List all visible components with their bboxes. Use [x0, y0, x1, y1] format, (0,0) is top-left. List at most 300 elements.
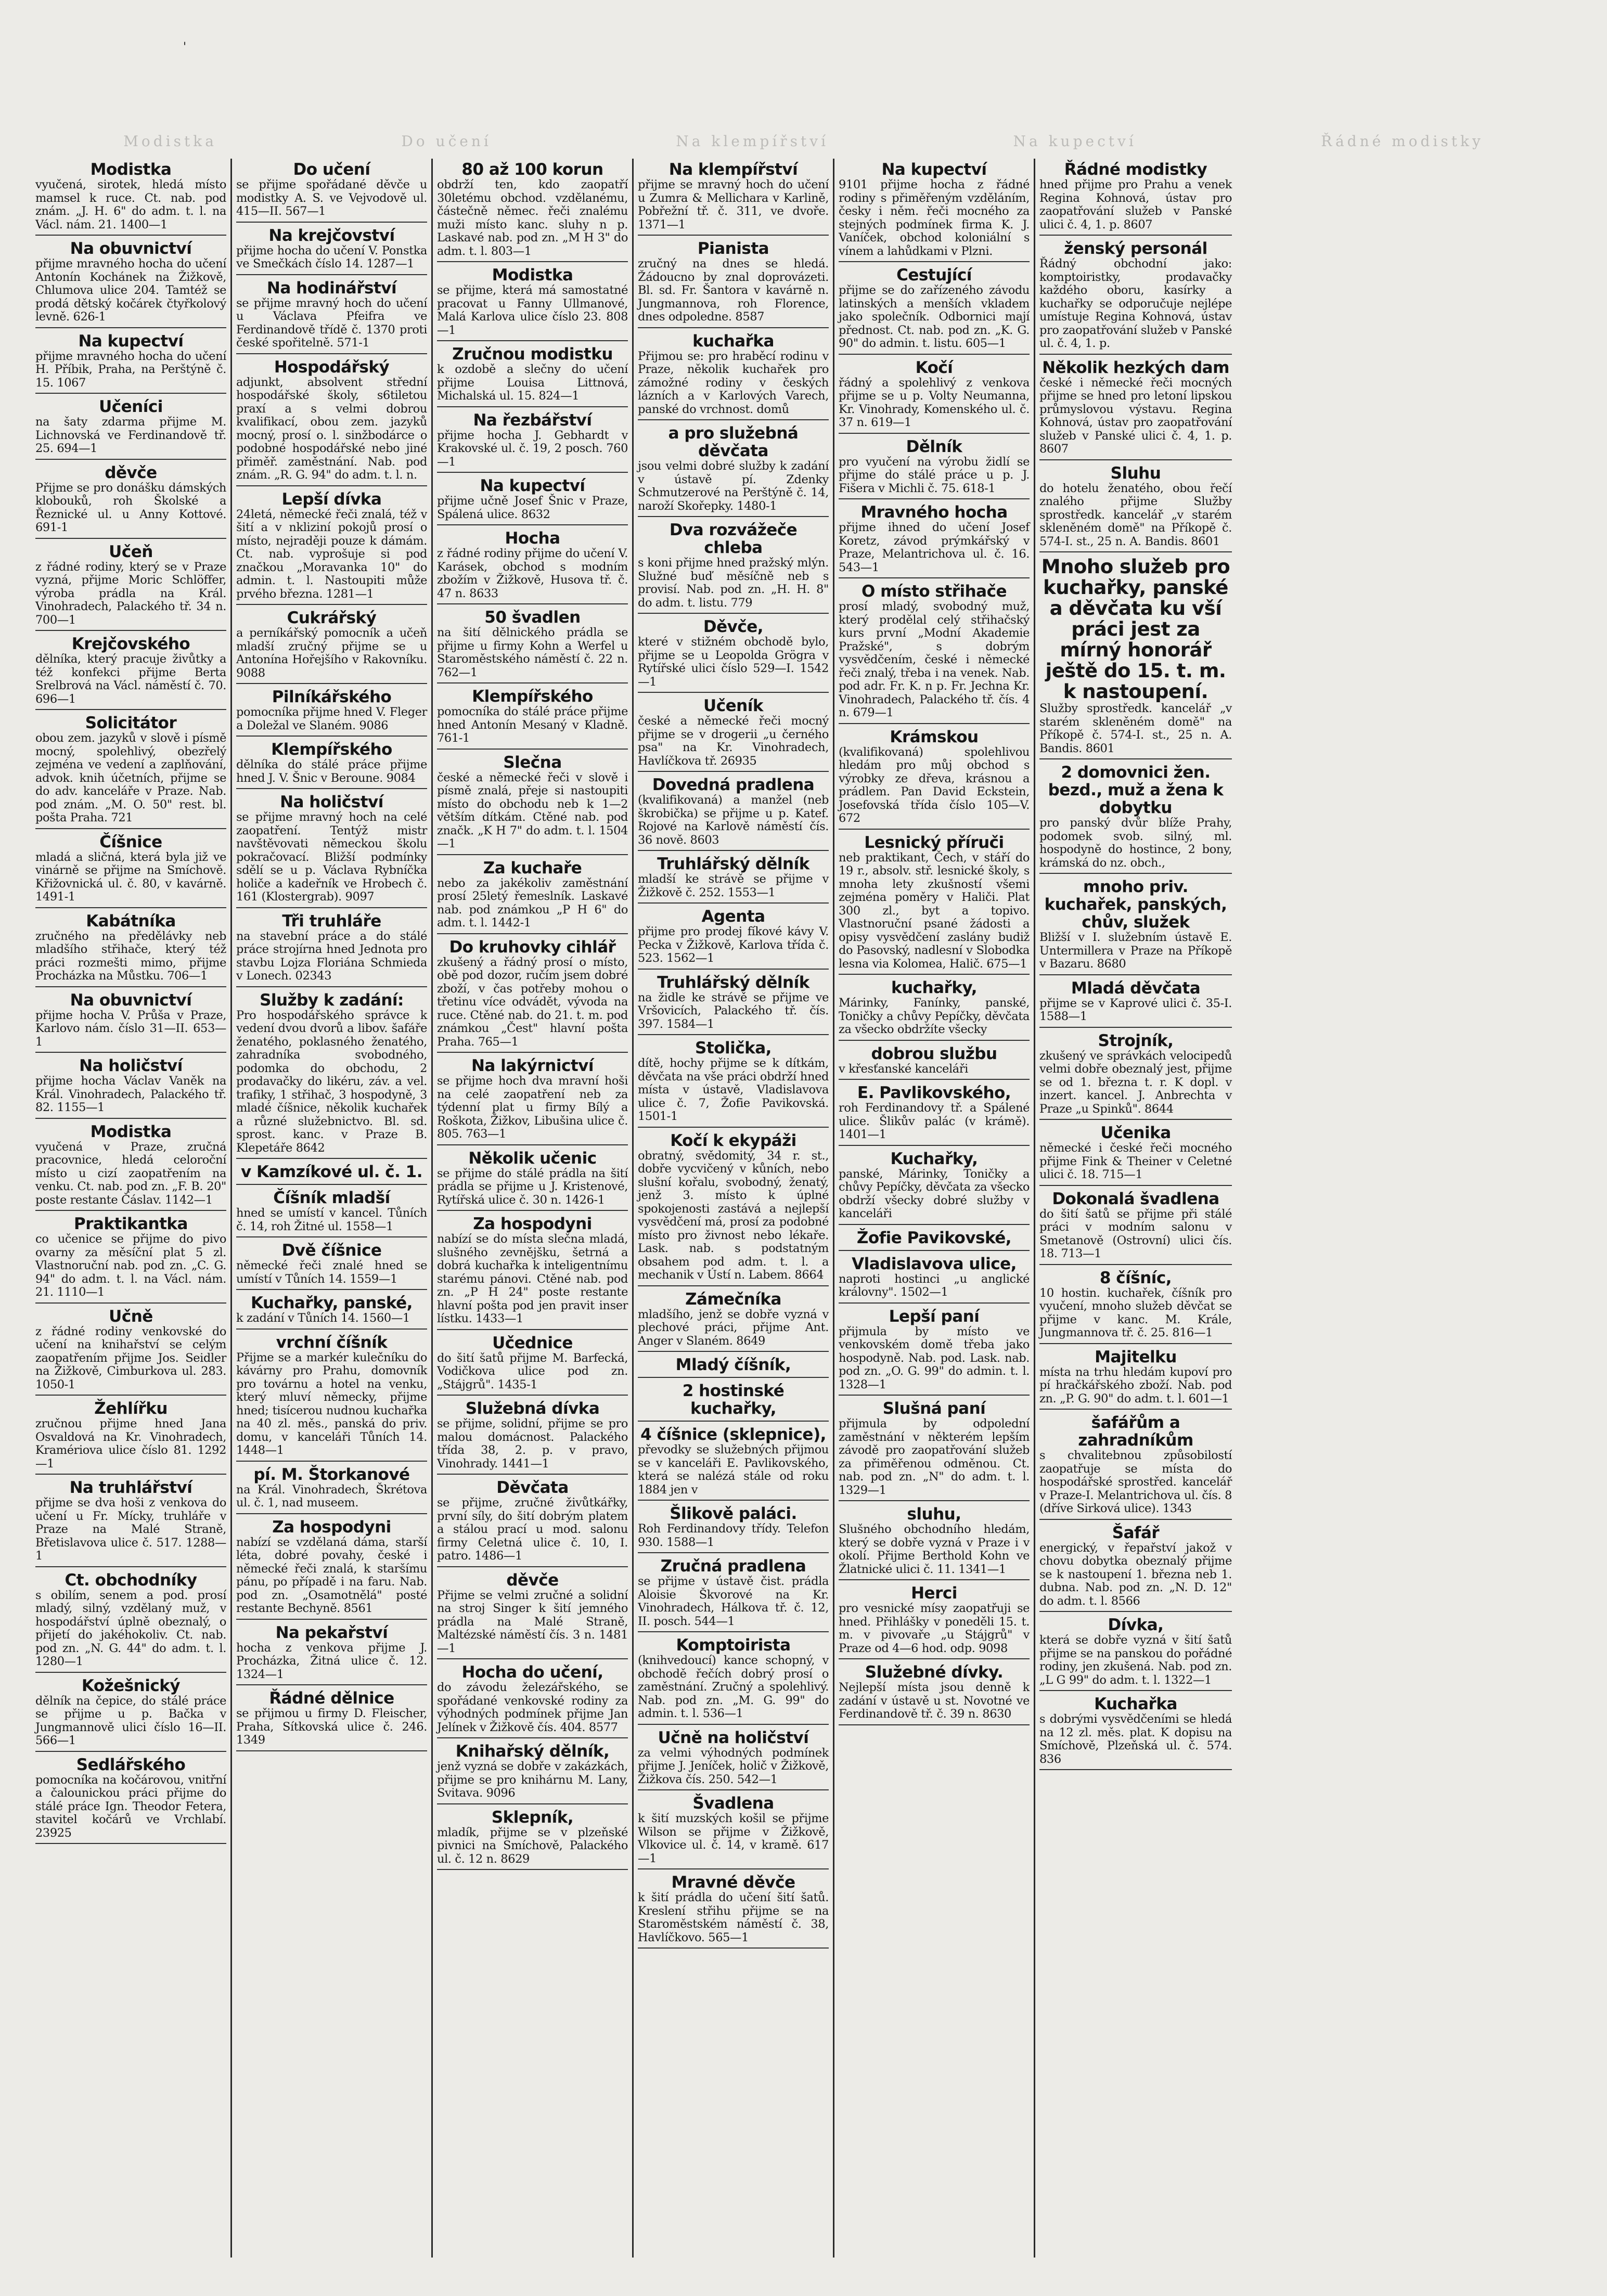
ad-heading: Dvě číšnice: [281, 1241, 382, 1260]
classified-ad: [236, 159, 427, 223]
classified-ad: [638, 330, 829, 421]
ad-text: na šaty zdarma přijme M. Lichnovská ve Ferdinandově tř. 25. 694—1: [35, 415, 226, 455]
ad-heading: O místo střihače: [861, 582, 1007, 601]
classified-ad: [839, 357, 1030, 434]
ad-heading: Žofie Pavikovské,: [856, 1228, 1012, 1247]
classified-ad: [236, 1161, 427, 1185]
ad-text: Bližší v I. služebním ústavě E. Untermillera v Praze na Příkopě v Bazaru. 8680: [1039, 931, 1232, 971]
ad-heading: Ct. obchodníky: [65, 1570, 197, 1590]
classified-ad: [839, 1148, 1030, 1225]
classified-ad: [839, 1661, 1030, 1725]
classified-ad: [839, 436, 1030, 500]
ad-text: pro vyučení na výrobu židlí se přijme do stálé práce u p. J. Fišera v Michli č. 75. 618-1: [839, 455, 1030, 495]
classified-ad: [839, 1503, 1030, 1580]
ad-text: mladší ke strávě se přijme v Žižkově č. 252. 1553—1: [638, 872, 829, 899]
ad-heading: Do učení: [293, 160, 370, 179]
classified-ad: [35, 238, 226, 328]
ad-text: přijme hocha do učení V. Ponstka ve Smečkách číslo 14. 1287—1: [236, 243, 427, 270]
ad-text: adjunkt, absolvent střední hospodářské školy, s6tiletou praxí a s velmi dobrou kvalifikací, obou zem. jazyků mocný, prosí o. l. sinžbodárce o podobné hospodářské nebo jiné přiměř. zaměstnání. Nab. pod znám. „R. G. 94" do adm. t. l. n.: [236, 375, 427, 482]
classified-ad: [638, 1288, 829, 1352]
ad-heading: Na hodinářství: [266, 278, 397, 298]
ad-heading: Zručná pradlena: [660, 1557, 806, 1576]
ad-text: Služby sprostředk. kancelář „v starém skleněném domě" na Příkopě č. 574-I. st., 25 n. A. Bandis. 8601: [1039, 702, 1232, 755]
ad-heading: Na holičství: [79, 1056, 183, 1075]
ad-text: s dobrými vysvědčeními se hledá na 12 zl. měs. plat. K dopisu na Smíchově, Plzeňská ul. č. 574. 836: [1039, 1712, 1232, 1766]
ad-heading: 50 švadlen: [484, 608, 581, 627]
classified-ad: [839, 501, 1030, 578]
classified-ad: [236, 1187, 427, 1237]
classified-ad: [236, 739, 427, 789]
ad-heading: 8 číšníc,: [1099, 1268, 1172, 1287]
ad-text: do šití šatů přijme M. Barfecká, Vodičkova ulice pod zn. „Stájgrů". 1435-1: [437, 1351, 628, 1391]
classified-ad: [839, 1227, 1030, 1251]
ad-text: obou zem. jazyků v slově i písmě mocný, spolehlivý, obezřelý zejména ve vedení a zaplňování, advok. knih účetních, přijme se do adv. kanceláře v Praze. Nab. pod znám. „M. O. 50" rest. bl. pošta Praha. 721: [35, 731, 226, 824]
ad-heading: E. Pavlikovského,: [857, 1083, 1011, 1102]
ad-text: do hotelu ženatého, obou řečí znalého přijme Služby sprostředk. kancelář „v starém skleněném domě" na Příkopě č. 574-I. st., 25 n. A. Bandis. 8601: [1039, 481, 1232, 548]
ad-heading: Modistka: [90, 160, 172, 179]
classified-ad: [437, 752, 628, 855]
ad-text: zručnou přijme hned Jana Osvaldová na Kr. Vinohradech, Kramériova ulice číslo 81. 1292—1: [35, 1417, 226, 1471]
ad-text: zručný na dnes se hledá. Žádoucno by znal doprovázeti. Bl. sd. Fr. Šantora v kavárně n. Jungmannova, roh Florence, dnes odpoledne. 8587: [638, 257, 829, 324]
ad-text: přijme ihned do učení Josef Koretz, závod prýmkářský v Praze, Melantrichova ul. č. 16. 543—1: [839, 521, 1030, 574]
ad-text: hocha z venkova přijme J. Procházka, Žitná ulice č. 12. 1324—1: [236, 1641, 427, 1681]
ad-heading: Dovedná pradlena: [652, 776, 815, 794]
classified-ad: [236, 910, 427, 987]
ad-heading: pí. M. Štorkanové: [253, 1465, 410, 1484]
ad-text: mladá a sličná, která byla již ve vinárně se přijme na Smíchově. Křižovnická ul. č. 80, v kavárně. 1491-1: [35, 850, 226, 904]
classified-ad: [638, 906, 829, 970]
classified-ad: [35, 831, 226, 908]
ad-text: Pro hospodářského správce k vedení dvou dvorů a libov. šafáře ženatého, poklasného ženatého, zahradníka svobodného, podomka do obchodu, 2 prodavačky do likéru, záv. a vel. trafiky, 1 střihač, 3 hospodyně, 3 mladé číšnice, několik kuchařek a různé služebnictvo. Bl. sd. sprost. kanc. v Praze B. Klepetáře 8642: [236, 1008, 427, 1155]
ad-heading: Číšník mladší: [273, 1189, 390, 1207]
classified-ad: [437, 1332, 628, 1396]
ad-text: s chvalitebnou způsobilostí zaopatřuje se místa do hospodářské sprostřed. kancelář v Praze-I. Melantrichova ul. čís. 8 (dříve Sirková ulice). 1343: [1039, 1449, 1232, 1515]
classified-ad: [437, 343, 628, 407]
ad-heading: Mnoho služeb pro kuchařky, panské a děvčata ku vší práci jest za mírný honorář ještě do 15. t. m. k nastoupení.: [1041, 556, 1230, 703]
ad-text: k šití muzských košil se přijme Wilson se přijme v Žižkově, Vlkovice ul. č. 14, v kramě. 617—1: [638, 1812, 829, 1865]
classified-ad: [236, 1516, 427, 1620]
classified-ad: [1039, 1346, 1232, 1410]
classified-ad: [839, 1582, 1030, 1659]
classified-ad: [236, 1464, 427, 1514]
classified-ad: [638, 422, 829, 517]
ad-heading: Šlikově paláci.: [670, 1504, 797, 1523]
ad-heading: dobrou službu: [871, 1044, 997, 1063]
ad-text: (knihvedoucí) kance schopný, v obchodě řečích dobrý prosí o zaměstnání. Zručný a spolehlivý. Nab. pod zn. „M. G. 99" do admin. t. l. 536—1: [638, 1654, 829, 1720]
ad-text: Roh Ferdinandovy třídy. Telefon 930. 1588—1: [638, 1522, 829, 1549]
ad-text: jsou velmi dobré služby k zadání v ústavě pí. Zdenky Schmutzerové na Perštýně č. 14, naroží Skořepky. 1480-1: [638, 459, 829, 513]
ad-heading: Na obuvnictví: [70, 239, 192, 258]
header-word: Do učení: [401, 133, 492, 150]
ad-text: se přijme spořádané děvče u modistky A. S. ve Vejvodově ul. 415—II. 567—1: [236, 178, 427, 218]
ad-text: Přijme se a markér kulečníku do kávárny pro Prahu, domovník pro továrnu a hotel na venku, který mluví německy, přijme hned; tisícerou nudnou kuchařka na 40 zl. měs., panská do priv. domu, v kanceláři Tůních 14. 1448—1: [236, 1350, 427, 1457]
ad-text: pro panský dvůr blíže Prahy, podomek svob. silný, ml. hospodyně do hostince, 2 bony, krámská do nz. obch.,: [1039, 816, 1232, 870]
classified-ad: [236, 488, 427, 605]
ad-heading: Na kupectví: [78, 331, 184, 351]
classified-ad: [35, 910, 226, 987]
ad-heading: děvče: [105, 463, 157, 482]
ad-heading: Děvče,: [703, 617, 764, 636]
classified-ad: [35, 1306, 226, 1396]
ad-text: přijmula by odpolední zaměstnání v některém lepším závodě pro zaopatřování služeb za přiměřenou odměnou. Ct. nab. pod zn. „N" do adm. t. l. 1329—1: [839, 1417, 1030, 1497]
ad-text: přijme učně Josef Šnic v Praze, Spálená ulice. 8632: [437, 494, 628, 521]
classified-ad: [437, 686, 628, 750]
classified-ad: [1039, 554, 1232, 759]
ad-heading: Stolička,: [695, 1039, 772, 1057]
ad-heading: Šafář: [1112, 1523, 1160, 1542]
ad-heading: 80 až 100 korun: [461, 160, 603, 179]
ad-text: se přijme mravný hoch do učení u Václava Pfeifra ve Ferdinandově třídě č. 1370 proti české spořitelně. 571-1: [236, 296, 427, 350]
ad-heading: Učednice: [492, 1333, 573, 1352]
ad-heading: Na pekařství: [275, 1623, 388, 1642]
ad-text: z řádné rodiny přijme do učení V. Karásek, obchod s modním zbožím v Žižkově, Husova tř. č. 47 n. 8633: [437, 547, 628, 600]
ad-text: přijme se v Kaprové ulici č. 35-I. 1588—1: [1039, 996, 1232, 1023]
ad-text: se přijme, zručné živůtkářky, první síly, do šití dobrým platem a stálou prací u mod. salonu firmy Celetná ulice č. 10, I. patro. 1486—1: [437, 1496, 628, 1563]
classified-ad: [437, 409, 628, 473]
ad-heading: Na lakýrnictví: [471, 1056, 594, 1075]
classified-ad: [839, 264, 1030, 355]
ad-heading: Praktikantka: [74, 1215, 188, 1233]
classified-ad: [638, 1130, 829, 1286]
ad-heading: děvče: [506, 1570, 559, 1590]
ad-text: se přijme mravný hoch na celé zaopatření. Tentýž mistr navštěvovati německou školu pokračovací. Bližší podmínky sdělí se u p. Václava Rybníčka holiče a kadeřník ve Hrobech č. 161 (Klostergrab). 9097: [236, 810, 427, 904]
ad-text: Márinky, Fanínky, panské, Toničky a chůvy Pepíčky, děvčata za všecko obdržíte všecky: [839, 996, 1030, 1036]
classified-ad: [1039, 1614, 1232, 1691]
ad-heading: Sedlářského: [76, 1755, 186, 1774]
ad-text: Nejlepší místa jsou denně k zadání v ústavě u st. Novotné ve Ferdinandově tř. č. 39 n. 8630: [839, 1681, 1030, 1721]
ad-text: (kvalifikovaná) spolehlivou hledám pro můj obchod s výrobky ze dřeva, krásnou a prádlem. Pan David Eckstein, Josefovská třída číslo 105—V. 672: [839, 745, 1030, 825]
classified-ad: [839, 159, 1030, 262]
classified-ad: [437, 1661, 628, 1738]
ad-heading: Sluhu: [1110, 463, 1161, 483]
ad-heading: Do kruhovky cihlář: [449, 937, 616, 957]
ad-heading: Kožešnický: [81, 1676, 181, 1695]
column-3: [433, 159, 634, 2258]
ad-text: co učenice se přijme do pivo ovarny za měsíční plat 5 zl. Vlastnoruční nab. pod zn. „C. G. 94" do adm. t. l. na Václ. nám. 21. 1110—1: [35, 1232, 226, 1299]
ad-heading: a pro služebná děvčata: [668, 424, 799, 460]
ad-heading: Děvčata: [496, 1478, 569, 1497]
ad-text: zkušený ve správkách velocipedů velmi dobře obeznalý jest, přijme se od 1. března t. r. K dopl. v inzert. kancel. J. Anbrechta v Praze „u Spinků". 8644: [1039, 1049, 1232, 1116]
classified-ad: [35, 541, 226, 631]
ad-text: přijme pro prodej fíkové kávy V. Pecka v Žižkově, Karlova třída č. 523. 1562—1: [638, 925, 829, 965]
ad-heading: Na klempířství: [668, 160, 798, 179]
ad-heading: Truhlářský dělník: [657, 973, 809, 992]
header-word: Řádné modistky: [1321, 133, 1484, 150]
ad-heading: Učeň: [109, 542, 153, 561]
ad-text: Řádný obchodní jako: komptoiristky, prodavačky každého oboru, kasírky a kuchařky se odporučuje nejlépe umístuje Regina Kohnová, ústav pro zaopatřování služeb v Panské ul. č. 4, 1. p.: [1039, 257, 1232, 350]
ad-heading: Žehlířku: [94, 1399, 168, 1418]
classified-ad: [35, 1121, 226, 1211]
ad-heading: šafářům a zahradníkům: [1078, 1413, 1193, 1450]
ad-heading: Kočí: [915, 358, 953, 377]
classified-ad: [236, 277, 427, 354]
ad-text: obratný, svědomitý, 34 r. st., dobře vycvičený v kůních, nebo slušní kořalu, svobodný, ženatý, jenž 3. místo k úplné spokojenosti zastává a nejlepší vysvědčení má, prosí za podobné místo pro živnost nebo lékaře. Lask. nab. s podstatným obsahem pod adm. t. l. a mechanik v Ústí n. Labem. 8664: [638, 1149, 829, 1282]
ad-heading: Na holičství: [280, 793, 383, 811]
classified-ad: [839, 1043, 1030, 1080]
ad-text: na Král. Vinohradech, Škrétova ul. č. 1, nad museem.: [236, 1482, 427, 1510]
ad-text: naproti hostinci „u anglické královny". 1502—1: [839, 1272, 1030, 1299]
classified-ad: [35, 1398, 226, 1475]
ad-heading: Hospodářský: [274, 357, 390, 377]
classified-ad: [638, 695, 829, 772]
ad-heading: ženský personál: [1064, 239, 1207, 258]
ad-text: zkušený a řádný prosí o místo, obě pod dozor, ručím jsem dobré zboží, v čas potřeby mohou o třetinu více odvádět, vývoda na ruce. Ctěné nab. do 21. t. m. pod známkou „Čest" hlavní pošta Praha. 765—1: [437, 955, 628, 1049]
ad-heading: 2 hostinské kuchařky,: [682, 1382, 785, 1418]
ad-text: se přijme, solidní, přijme se pro malou domácnost. Palackého třída 38, 2. p. v pravo, Vinohrady. 1441—1: [437, 1417, 628, 1471]
classified-ad: [839, 977, 1030, 1041]
ad-text: jenž vyzná se dobře v zakázkách, přijme se pro knihárnu M. Lany, Svitava. 9096: [437, 1760, 628, 1800]
classified-ad: [437, 607, 628, 683]
classified-ad: [35, 1055, 226, 1119]
ad-heading: Na řezbářství: [473, 410, 592, 430]
column-4: [634, 159, 834, 2258]
ad-text: hned přijme pro Prahu a venek Regina Kohnová, ústav pro zaopatřování služeb v Panské ulici č. 4, 1. p. 8607: [1039, 178, 1232, 231]
classified-ad: [437, 159, 628, 262]
classified-ad: [638, 1727, 829, 1791]
ad-text: přijme mravného hocha do učení H. Příbik, Praha, na Perštýně č. 15. 1067: [35, 349, 226, 390]
ad-heading: Mravné děvče: [671, 1873, 795, 1892]
ad-text: a perníkářský pomocník a učeň mladší zručný přijme se u Antonína Hořejšího v Rakovníku. 9088: [236, 626, 427, 680]
ad-text: vyučená, sirotek, hledá místo mamsel k ruce. Ct. nab. pod znám. „J. H. 6" do adm. t. l. na Václ. nám. 21. 1400—1: [35, 178, 226, 231]
ad-text: dítě, hochy přijme se k dítkám, děvčata na vše práci obdrží hned místa v ústavě, Vladislavova ulice č. 7, Žofie Pavikovská. 1501-1: [638, 1056, 829, 1123]
classified-ad: [35, 396, 226, 460]
classified-ad: [437, 527, 628, 604]
ad-heading: Mravného hocha: [860, 503, 1008, 522]
classified-ad: [437, 475, 628, 525]
ad-text: převodky se služebných přijmou se v kanceláři E. Pavlikovského, která se nalézá stále od roku 1884 jen v: [638, 1443, 829, 1497]
ad-heading: Pilníkářského: [272, 688, 392, 706]
ad-text: nabízí se vzdělaná dáma, starší léta, dobré povahy, české i německé řeči znalá, k staršímu pánu, po případě i na faru. Nab. pod zn. „Osamotnělá" posté restante Bechyně. 8561: [236, 1535, 427, 1615]
classified-ad: [638, 1555, 829, 1632]
ad-heading: Na kupectví: [881, 160, 987, 179]
ad-heading: Sklepník,: [491, 1808, 574, 1827]
ad-heading: Kuchařky, panské,: [251, 1294, 413, 1312]
classified-ad: [35, 1477, 226, 1567]
classified-ad: [437, 1055, 628, 1145]
ad-heading: Krejčovského: [71, 635, 190, 653]
ad-text: přijme mravného hocha do učení Antonín Kochánek na Žižkově, Chlumova ulice 204. Tamtéž se prodá dětský kočárek čtyřkolový levně. 626-1: [35, 257, 226, 324]
ad-heading: Vladislavova ulice,: [852, 1254, 1017, 1273]
ad-text: z řádné rodiny, který se v Praze vyzná, přijme Moric Schlöffer, výroba prádla na Král. Vinohradech, Palackého tř. 34 n. 700—1: [35, 560, 226, 627]
ad-text: pomocníka přijme hned V. Fleger a Doležal ve Slaném. 9086: [236, 705, 427, 732]
classified-ad: [35, 462, 226, 539]
ad-text: pomocníka do stálé práce přijme hned Antonín Mesaný v Kladně. 761-1: [437, 705, 628, 745]
ad-text: české a německé řeči v slově i písmě znalá, přeje si nastoupiti místo do obchodu neb k 1—2 větším dítkám. Ctěné nab. pod značk. „K H 7" do adm. t. l. 1504—1: [437, 770, 628, 850]
ad-heading: vrchní číšník: [276, 1333, 388, 1352]
ad-text: vyučená v Praze, zručná pracovnice, hledá celoroční místo u cizí zaopatřením na venku. Ct. nab. pod zn. „F. B. 20" poste restante Čáslav. 1142—1: [35, 1140, 226, 1207]
ad-text: v křesťanské kanceláři: [839, 1062, 968, 1076]
classified-ad: [236, 356, 427, 486]
ad-text: přijme hocha V. Průša v Praze, Karlovo nám. číslo 31—II. 653—1: [35, 1008, 226, 1049]
classified-ad: [638, 519, 829, 614]
classified-ad: [236, 607, 427, 684]
ad-text: Přijmou se: pro hraběcí rodinu v Praze, několik kuchařek pro zámožné rodiny v českých lázních a v Karlových Varech, panské do vrchnost. domů: [638, 349, 829, 416]
ad-heading: Na kupectví: [480, 476, 585, 495]
ad-heading: Dva rozvážeče chleba: [669, 521, 798, 557]
classified-ad: [1039, 876, 1232, 975]
ad-heading: Učeníci: [99, 397, 163, 416]
classified-ad: [638, 1354, 829, 1378]
ad-text: místa na trhu hledám kupoví pro pí hračkářského zboží. Nab. pod zn. „P. G. 90" do adm. t. l. 601—1: [1039, 1365, 1232, 1405]
ad-text: řádný a spolehlivý z venkova přijme se u p. Volty Neumanna, Kr. Vinohrady, Komenského ul. č. 37 n. 619—1: [839, 376, 1030, 429]
classified-ad: [638, 1380, 829, 1422]
column-5: [834, 159, 1035, 2258]
ad-heading: Herci: [911, 1584, 957, 1603]
classified-columns: [31, 159, 1582, 2258]
ad-text: mladík, přijme se v plzeňské pivnici na Smíchově, Palackého ul. č. 12 n. 8629: [437, 1825, 628, 1866]
ad-text: obdrží ten, kdo zaopatří 30letému obchod. vzdělanému, částečně němec. řeči znalému muži místo kanc. sluhy n p. Laskavé nab. pod zn. „M H 3" do adm. t. l. 803—1: [437, 178, 628, 258]
classified-ad: [437, 1569, 628, 1660]
ad-heading: Služebná dívka: [465, 1399, 600, 1418]
ad-heading: Učně: [109, 1307, 153, 1326]
classified-ad: [1039, 1122, 1232, 1186]
ad-heading: Na obuvnictví: [70, 990, 192, 1010]
classified-ad: [236, 225, 427, 275]
ad-heading: Majitelku: [1095, 1347, 1177, 1366]
ad-text: s koni přijme hned pražský mlýn. Služné buď měsíčně neb s provisí. Nab. pod zn. „H. H. 8" do adm. t. listu. 779: [638, 556, 829, 610]
classified-ad: [638, 1872, 829, 1949]
ad-heading: Za kuchaře: [483, 858, 582, 878]
ad-heading: Číšnice: [99, 832, 162, 852]
ad-heading: Modistka: [492, 266, 573, 285]
ad-heading: Lepší paní: [889, 1307, 980, 1326]
ad-text: se přijme hoch dva mravní hoši na celé zaopatření neb za týdenní plat u firmy Bílý a Roškota, Žižkov, Libušina ulice č. 805. 763—1: [437, 1074, 628, 1141]
ad-text: roh Ferdinandovy tř. a Spálené ulice. Šlikův palác (v krámě). 1401—1: [839, 1101, 1030, 1141]
ad-text: 24letá, německé řeči znalá, též v šití a v nkliziní pokojů prosí o místo, nejraději pouze k dámám. Ct. nab. vyprošuje si pod značkou „Moravanka 10" do admin. t. l. Nastoupiti může prvého března. 1281—1: [236, 507, 427, 601]
classified-ad: [437, 936, 628, 1053]
ad-text: přijme hocha Václav Vaněk na Král. Vinohradech, Palackého tř. 82. 1155—1: [35, 1074, 226, 1114]
ad-text: k šití prádla do učení šití šatů. Kreslení střihu přijme se na Staroměstském náměstí č. 38, Havlíčkovo. 565—1: [638, 1891, 829, 1944]
classified-ad: [839, 1306, 1030, 1396]
ad-text: přijmula by místo ve venkovském domě třeba jako hospodyně. Nab. pod. Lask. nab. pod zn. „O. G. 99" do admin. t. l. 1328—1: [839, 1324, 1030, 1391]
classified-ad: [1039, 1693, 1232, 1770]
ad-heading: Modistka: [90, 1122, 172, 1141]
classified-ad: [1039, 462, 1232, 553]
classified-ad: [638, 238, 829, 328]
ad-text: dělníka, který pracuje živůtky a též konfekci přijme Berta Srelbrová na Václ. náměstí č. 70. 696—1: [35, 652, 226, 706]
classified-ad: [1039, 159, 1232, 236]
ad-heading: Komptoiristа: [676, 1636, 791, 1655]
classified-ad: [638, 853, 829, 904]
classified-ad: [35, 633, 226, 710]
ad-text: se přijmou u firmy D. Fleischer, Praha, Sítkovská ulice č. 246. 1349: [236, 1707, 427, 1747]
ad-text: prosí mladý, svobodný muž, který prodělal celý střihačský kurs první „Modní Akademie Pražské", s dobrým vysvědčením, české i německé řeči znalý, třeba i na venek. Nab. pod adr. Fr. K. n p. Fr. Jechna Kr. Vinohradech, Palackého tř. čís. 4 n. 679—1: [839, 600, 1030, 719]
ad-heading: Za hospodyni: [272, 1517, 391, 1537]
ad-text: zručného na předělávky neb mladšího střihače, který též práci rozmešti mimo, přijme Procházka na Můstku. 706—1: [35, 929, 226, 983]
classified-ad: [638, 616, 829, 693]
ad-heading: Cestující: [896, 266, 972, 285]
ad-text: německé i české řeči mocného přijme Fink & Theiner v Celetné ulici č. 18. 715—1: [1039, 1141, 1232, 1181]
classified-ad: [1039, 1522, 1232, 1613]
ad-text: do závodu železářského, se spořádané venkovské rodiny za výhodných podmínek přijme Jan Jelínek v Žižkově čís. 404. 8577: [437, 1681, 628, 1734]
classified-ad: [1039, 1030, 1232, 1120]
ad-text: neb praktikant, Čech, v stáří do 19 r., absolv. stř. lesnické školy, s mnoha lety zkušností všemi zejména poměry v Haliči. Plat 300 zl., byt a topivo. Vlastnoruční psané žádosti a opisy vysvědčení zaslány budiž do Pasovský, nadlesní v Slobodka lesna via Kolomea, Halič. 675—1: [839, 850, 1030, 971]
classified-ad: [437, 857, 628, 934]
ad-text: přijme se do zařízeného závodu latinských a menších vkladem jako společník. Odbornici mají přednost. Ct. nab. pod zn. „K. G. 90" do admin. t. listu. 605—1: [839, 283, 1030, 350]
ad-heading: Agenta: [701, 907, 765, 926]
classified-ad: [236, 1292, 427, 1330]
classified-ad: [839, 1082, 1030, 1146]
ad-heading: Řádné dělnice: [269, 1689, 394, 1708]
classified-ad: [35, 159, 226, 236]
ad-heading: Truhlářský dělník: [657, 855, 809, 873]
classified-ad: [437, 1807, 628, 1871]
classified-ad: [236, 1622, 427, 1686]
classified-ad: [638, 774, 829, 851]
ad-heading: Klempířského: [472, 687, 593, 706]
ad-text: 10 hostin. kuchařek, číšník pro vyučení, mnoho služeb děvčat se přijme v kanc. M. Krále, Jungmannova tř. č. 25. 816—1: [1039, 1286, 1232, 1339]
classified-ad: [437, 1477, 628, 1567]
ad-heading: Slušná paní: [882, 1399, 986, 1418]
ad-heading: Na krejčovství: [268, 226, 395, 245]
classified-ad: [638, 159, 829, 236]
classified-ad: [638, 1503, 829, 1553]
classified-ad: [839, 581, 1030, 724]
classified-ad: [1039, 357, 1232, 460]
ad-heading: Několik učenic: [468, 1149, 597, 1168]
ad-heading: Mladý číšník,: [675, 1356, 791, 1374]
ad-heading: Kočí k ekypáži: [670, 1131, 796, 1150]
ad-heading: Řádné modistky: [1064, 160, 1207, 179]
classified-ad: [437, 1740, 628, 1804]
ad-heading: Krámskou: [890, 727, 979, 746]
classified-ad: [35, 1754, 226, 1844]
header-word: Modistka: [123, 133, 217, 150]
classified-ad: [638, 972, 829, 1036]
classified-ad: [1039, 1412, 1232, 1520]
column-6: [1035, 159, 1236, 2258]
ad-heading: Tři truhláře: [282, 911, 381, 931]
ad-heading: Kabátníka: [86, 911, 176, 931]
classified-ad: [839, 832, 1030, 975]
ad-text: energický, v řepařství jakož v chovu dobytka obeznalý přijme se k nastoupení 1. března neb 1. dubna. Nab. pod zn. „N. D. 12" do adm. t. l. 8566: [1039, 1541, 1232, 1608]
ad-heading: Knihařský dělník,: [455, 1742, 610, 1761]
ad-heading: Zručnou modistku: [452, 345, 613, 364]
classified-ad: [1039, 238, 1232, 355]
page-mark: ': [183, 41, 187, 54]
classified-ad: [236, 989, 427, 1159]
ad-text: které v stižném obchodě bylo, přijme se u Leopolda Grögra v Rytířské ulici číslo 529—I. 1542—1: [638, 635, 829, 689]
ad-heading: Dokonalá švadlena: [1052, 1189, 1219, 1208]
ad-heading: Na truhlářství: [69, 1478, 192, 1497]
ad-heading: Zámečníka: [685, 1289, 781, 1309]
ad-text: do šití šatů se přijme při stálé práci v modním salonu v Smetanově (Ostrovní) ulici čís. 18. 713—1: [1039, 1207, 1232, 1260]
ad-heading: Několik hezkých dam: [1042, 358, 1229, 377]
ad-heading: Hocha do učení,: [461, 1663, 603, 1682]
classified-ad: [35, 1675, 226, 1752]
ad-heading: Služby k zadání:: [260, 990, 404, 1010]
header-word: Na kupectví: [1013, 133, 1137, 150]
classified-ad: [437, 1213, 628, 1330]
classified-ad: [236, 1240, 427, 1290]
ad-heading: Pianista: [697, 239, 769, 258]
ad-text: nebo za jakékoliv zaměstnání prosí 25letý řemeslník. Laskavé nab. pod známkou „P H 6" do adm. t. l. 1442-1: [437, 876, 628, 930]
column-1: [31, 159, 232, 2258]
ad-text: která se dobře vyzná v šití šatů přijme se na panskou do pořádné rodiny, jen zkušená. Nab. pod zn. „L G 99" do adm. t. l. 1322—1: [1039, 1633, 1232, 1687]
ad-text: se přijme do stálé prádla na šití prádla se přijme u J. Kristenové, Rytířská ulice č. 30 n. 1426-1: [437, 1166, 628, 1207]
classified-ad: [1039, 762, 1232, 874]
classified-ad: [35, 989, 226, 1053]
ad-text: nabízí se do místa slečna mladá, slušného zevnějšku, šetrná a dobrá kuchařka k inteligentnímu starému pánovi. Ctěné nab. pod zn. „P H 24" poste restante hlavní pošta pod jen pravit inser lístku. 1433—1: [437, 1232, 628, 1325]
ad-text: hned se umístí v kancel. Tůních č. 14, roh Žitné ul. 1558—1: [236, 1206, 427, 1233]
classified-ad: [839, 1253, 1030, 1304]
ad-text: k zadání v Tůních 14. 1560—1: [236, 1311, 410, 1325]
ad-heading: Lesnický příruči: [864, 833, 1004, 852]
ad-text: Přijme se pro donášku dámských klobouků, roh Školské a Řeznické ul. u Anny Kottové. 691-1: [35, 481, 226, 534]
ad-heading: Švadlena: [692, 1794, 774, 1813]
classified-ad: [638, 1792, 829, 1869]
ad-text: mladšího, jenž se dobře vyzná v plechové práci, přijme Ant. Anger v Slaném. 8649: [638, 1307, 829, 1348]
